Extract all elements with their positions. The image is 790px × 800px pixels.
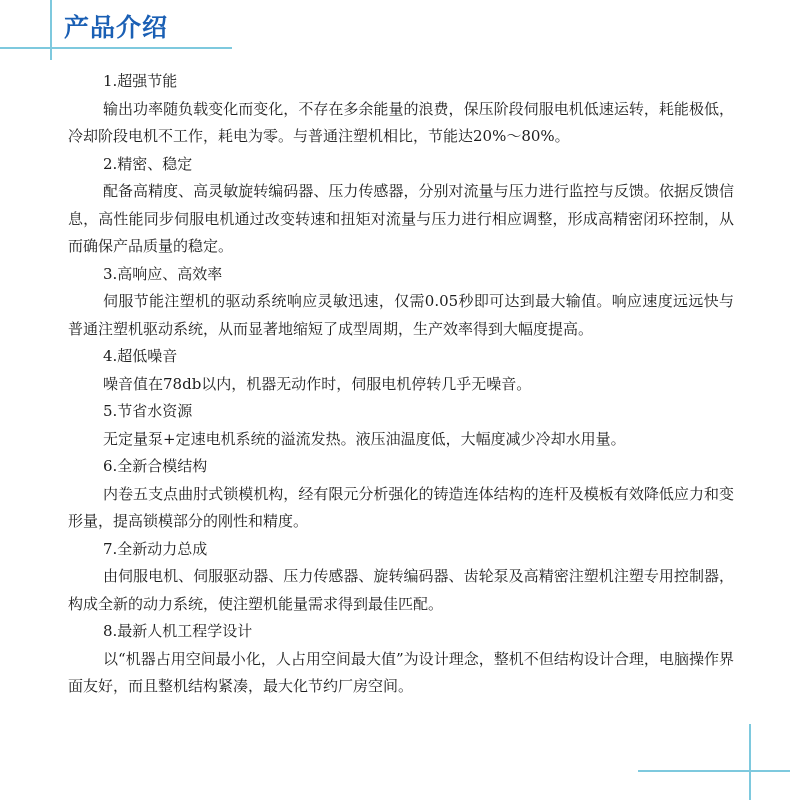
corner-line-vertical xyxy=(749,724,751,800)
feature-section-clamping-structure xyxy=(68,453,734,536)
feature-section-ergonomic-design xyxy=(68,618,734,701)
section-paragraph: 以“机器占用空间最小化，人占用空间最大值”为设计理念，整机不但结构设计合理，电脑操作界面友好，而且整机结构紧凑，最大化节约厂房空间。 xyxy=(68,649,734,695)
section-paragraph: 内卷五支点曲肘式锁模机构，经有限元分析强化的铸造连体结构的连杆及模板有效降低应力和变形量，提高锁模部分的刚性和精度。 xyxy=(68,484,734,530)
section-paragraph: 配备高精度、高灵敏旋转编码器、压力传感器，分别对流量与压力进行监控与反馈。依据反馈信息，高性能同步伺服电机通过改变转速和扭矩对流量与压力进行相应调整，形成高精密闭环控制，从而确保产品质量的稳定。 xyxy=(68,182,734,255)
section-heading: 3.高响应、高效率 xyxy=(103,264,223,283)
feature-section-power-assembly xyxy=(68,536,734,619)
product-intro-content xyxy=(68,68,734,701)
section-heading: 6.全新合模结构 xyxy=(103,457,208,475)
feature-section-precision-stability xyxy=(68,151,734,261)
feature-section-water-saving xyxy=(68,398,734,453)
title-accent-line xyxy=(50,0,52,60)
section-paragraph: 输出功率随负载变化而变化，不存在多余能量的浪费，保压阶段伺服电机低速运转，耗能极低，冷却阶段电机不工作，耗电为零。与普通注塑机相比，节能达20%～80%。 xyxy=(68,99,734,145)
title-underline-divider xyxy=(0,47,232,49)
feature-section-energy-saving xyxy=(68,68,734,151)
section-heading: 8.最新人机工程学设计 xyxy=(103,622,253,640)
feature-section-high-response xyxy=(68,261,734,344)
section-heading: 4.超低噪音 xyxy=(103,347,178,365)
section-paragraph: 噪音值在78db以内，机器无动作时，伺服电机停转几乎无噪音。 xyxy=(103,374,532,393)
section-paragraph: 伺服节能注塑机的驱动系统响应灵敏迅速，仅需0.05秒即可达到最大输值。响应速度远远快与普通注塑机驱动系统，从而显著地缩短了成型周期，生产效率得到大幅度提高。 xyxy=(68,292,734,338)
section-heading: 2.精密、稳定 xyxy=(103,154,193,173)
section-paragraph: 由伺服电机、伺服驱动器、压力传感器、旋转编码器、齿轮泵及高精密注塑机注塑专用控制器，构成全新的动力系统，使注塑机能量需求得到最佳匹配。 xyxy=(68,567,734,613)
section-heading: 1.超强节能 xyxy=(103,72,178,90)
corner-line-horizontal xyxy=(638,770,790,772)
section-paragraph: 无定量泵+定速电机系统的溢流发热。液压油温度低，大幅度减少冷却水用量。 xyxy=(103,429,626,448)
section-heading: 5.节省水资源 xyxy=(103,402,193,420)
page-title: 产品介绍 xyxy=(64,13,169,42)
feature-section-low-noise xyxy=(68,343,734,398)
section-heading: 7.全新动力总成 xyxy=(103,539,208,558)
